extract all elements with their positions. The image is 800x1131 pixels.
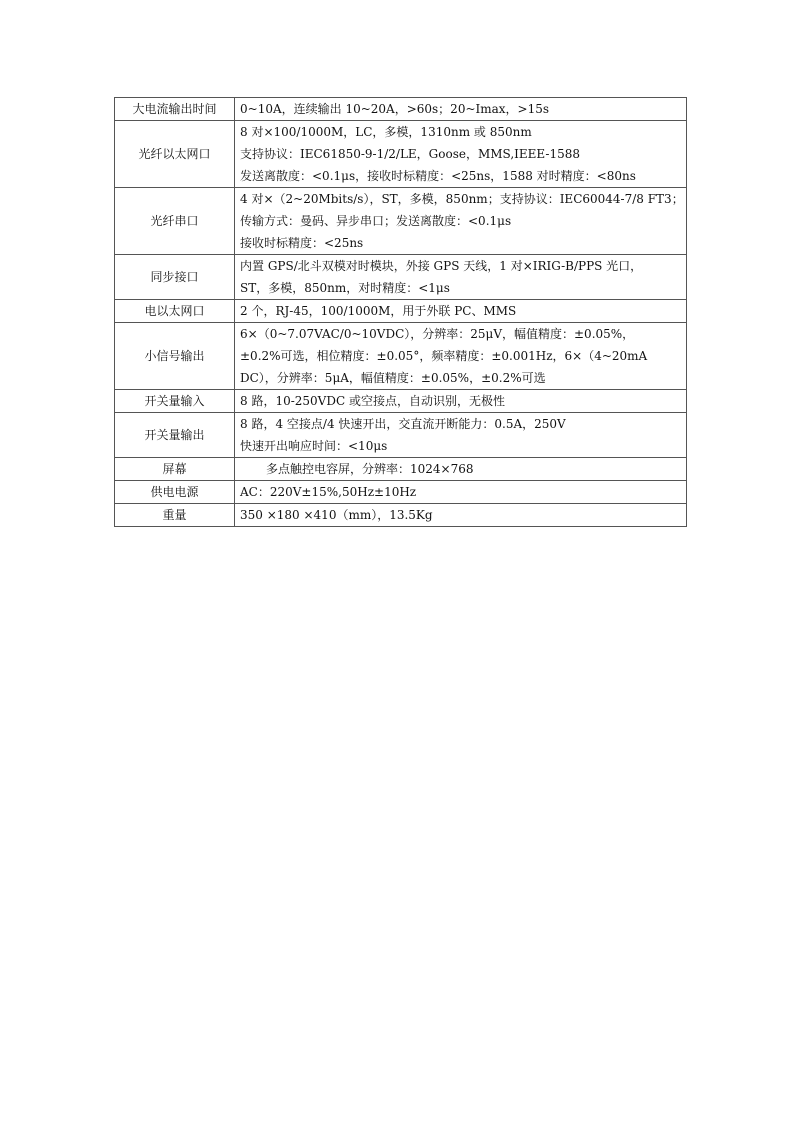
row-label: 大电流输出时间: [115, 98, 235, 121]
row-value: [235, 121, 687, 188]
table-row: [115, 481, 687, 504]
row-label: 光纤以太网口: [115, 121, 235, 188]
row-label: 供电电源: [115, 481, 235, 504]
value-line: 发送离散度：<0.1μs，接收时标精度：<25ns，1588 对时精度：<80ns: [240, 169, 636, 183]
table-row: [115, 300, 687, 323]
value-line: 支持协议：IEC61850-9-1/2/LE，Goose，MMS,IEEE-1588: [240, 147, 580, 161]
value-line: 350 ×180 ×410（mm），13.5Kg: [240, 508, 433, 522]
row-value: [235, 390, 687, 413]
table-row: [115, 390, 687, 413]
row-label: 电以太网口: [115, 300, 235, 323]
table-row: [115, 504, 687, 527]
row-value: [235, 98, 687, 121]
value-line: 2 个，RJ-45，100/1000M，用于外联 PC、MMS: [240, 304, 517, 318]
value-line: ST，多模，850nm，对时精度：<1μs: [240, 281, 450, 295]
row-value: [235, 300, 687, 323]
value-line: 6×（0~7.07VAC/0~10VDC），分辨率：25μV，幅值精度：±0.05%，: [240, 327, 635, 341]
table-row: [115, 121, 687, 188]
value-line: DC），分辨率：5μA，幅值精度：±0.05%，±0.2%可选: [240, 371, 546, 385]
row-label: 开关量输出: [115, 413, 235, 458]
row-label: 屏幕: [115, 458, 235, 481]
value-line: 8 路，4 空接点/4 快速开出，交直流开断能力：0.5A，250V: [240, 417, 566, 431]
row-value: [235, 323, 687, 390]
table-row: [115, 323, 687, 390]
spec-table: [114, 97, 687, 527]
row-value: [235, 458, 687, 481]
value-line: 8 路，10-250VDC 或空接点，自动识别，无极性: [240, 394, 505, 408]
table-row: [115, 98, 687, 121]
row-label: 开关量输入: [115, 390, 235, 413]
table-row: [115, 413, 687, 458]
row-label: 小信号输出: [115, 323, 235, 390]
table-row: [115, 188, 687, 255]
row-label: 重量: [115, 504, 235, 527]
value-line: 接收时标精度：<25ns: [240, 236, 364, 250]
row-value: [235, 255, 687, 300]
row-label: 光纤串口: [115, 188, 235, 255]
table-row: [115, 255, 687, 300]
value-line: 0~10A，连续输出 10~20A，>60s；20~Imax，>15s: [240, 102, 550, 116]
value-line: 快速开出响应时间：<10μs: [240, 439, 388, 453]
value-line: 内置 GPS/北斗双模对时模块，外接 GPS 天线，1 对×IRIG-B/PPS 光口，: [240, 259, 643, 273]
value-line: 传输方式：曼码、异步串口；发送离散度：<0.1μs: [240, 214, 512, 228]
value-line: 4 对×（2~20Mbits/s），ST，多模，850nm；支持协议：IEC60044-7/8 FT3；: [240, 192, 684, 206]
value-line: 8 对×100/1000M，LC，多模，1310nm 或 850nm: [240, 125, 532, 139]
row-value: [235, 413, 687, 458]
value-line: ±0.2%可选，相位精度：±0.05°，频率精度：±0.001Hz，6×（4~20mA: [240, 349, 648, 363]
value-line: AC：220V±15%,50Hz±10Hz: [240, 485, 417, 499]
row-value: [235, 504, 687, 527]
row-label: 同步接口: [115, 255, 235, 300]
value-line: 多点触控电容屏，分辨率：1024×768: [266, 462, 474, 476]
row-value: [235, 481, 687, 504]
table-row: [115, 458, 687, 481]
row-value: [235, 188, 687, 255]
